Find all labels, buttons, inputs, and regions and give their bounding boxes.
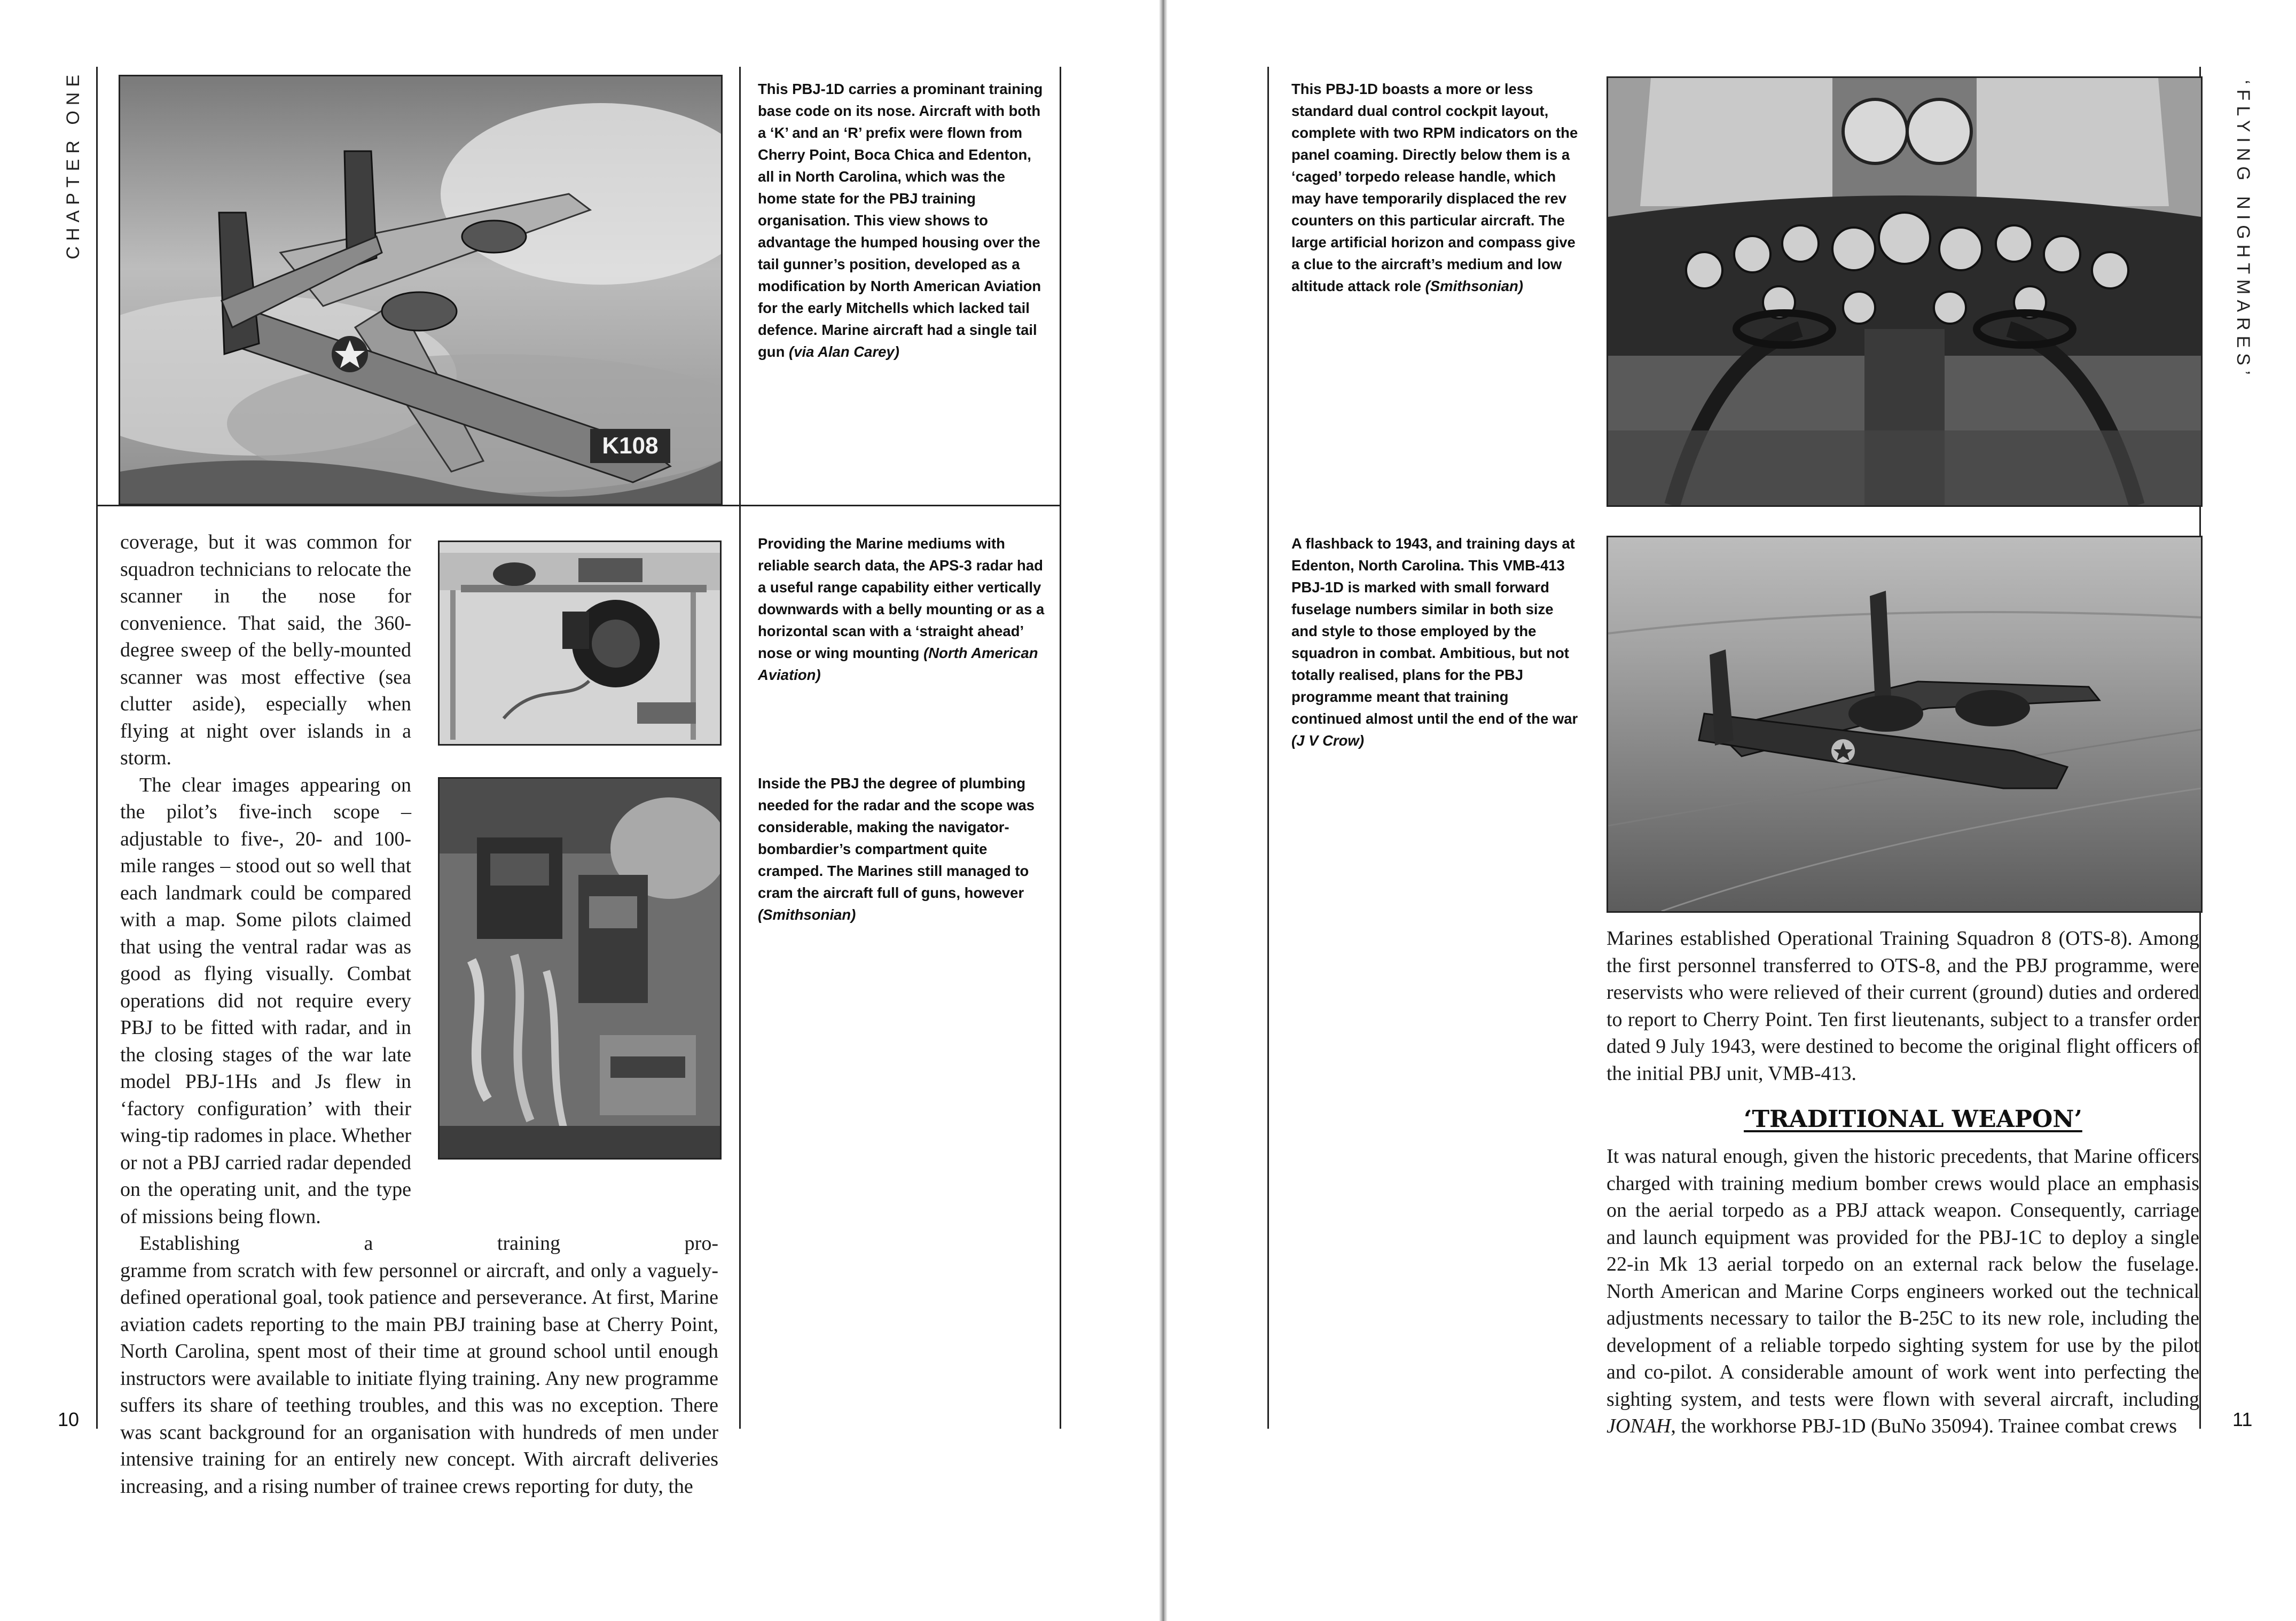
caption-credit: (J V Crow) bbox=[1291, 732, 1364, 749]
caption-middle-left bbox=[758, 532, 1046, 686]
left-margin-rule bbox=[96, 67, 98, 1429]
running-head-left: CHAPTER ONE bbox=[63, 69, 83, 260]
body-paragraph-right-1: Marines established Operational Training Squadron 8 (OTS-8). Among the first personnel transferred to OTS-8, and the PBJ programme, were reservists who were relieved of their current (ground) duties and ordered to report to Cherry Point. Ten first lieutenants, subject to a transfer order dated 9 July 1943, were destined to become the original flight officers of the initial PBJ unit, VMB-413. bbox=[1607, 927, 2199, 1085]
photo-vmb413-pbj-in-flight bbox=[1607, 536, 2203, 913]
column-rule bbox=[1267, 67, 1269, 1429]
aircraft-name: JONAH bbox=[1607, 1415, 1671, 1437]
aircraft-code-text: K108 bbox=[602, 433, 659, 459]
caption-credit: (via Alan Carey) bbox=[789, 343, 899, 360]
body-text: It was natural enough, given the historic precedents, that Marine officers charged with training medium bomber crews would place an emphasis on the aerial torpedo as a PBJ attack weapon. Consequently, carriage and launch equipment was provided for the PBJ-1C to deploy a single 22-in Mk 13 aerial torpedo on an external rack below the fuselage. North American and Marine Corps engineers worked out the technical adjustments necessary to tailor the B-25C to its new role, including the development of a reliable torpedo sighting system for use by the pilot and co-pilot. A considerable amount of work went into perfecting the sighting system, and tests were flown with several aircraft, including bbox=[1607, 1145, 2199, 1411]
body-text: , the workhorse PBJ-1D (BuNo 35094). Trainee combat crews bbox=[1671, 1415, 2177, 1437]
column-rule bbox=[1060, 67, 1061, 1429]
body-paragraph-right-2 bbox=[1607, 1143, 2199, 1440]
caption-bottom-right bbox=[1291, 532, 1580, 751]
caption-credit: (Smithsonian) bbox=[1425, 278, 1523, 294]
text-wrap-spacer bbox=[411, 529, 718, 758]
caption-text: Providing the Marine mediums with reliable search data, the APS-3 radar had a useful range capability either vertically downwards with a belly mounting or as a horizontal scan with a ‘straight ahead’ nose or wing mounting bbox=[758, 535, 1045, 661]
caption-top-right bbox=[1291, 78, 1580, 297]
photo-bottom-rule bbox=[96, 505, 1060, 506]
running-head-right: ‘FLYING NIGHTMARES’ bbox=[2233, 80, 2253, 380]
caption-top-left bbox=[758, 78, 1046, 363]
body-text-left bbox=[120, 529, 718, 1500]
photo-pbj-in-flight-clouds bbox=[119, 75, 723, 505]
caption-text: This PBJ-1D boasts a more or less standard dual control cockpit layout, complete with two RPM indicators on the panel coaming. Directly below them is a ‘caged’ torpedo release handle, which may have temporarily displaced the rev counters on this particular aircraft. The large artificial horizon and compass give a clue to the aircraft’s medium and low altitude attack role bbox=[1291, 81, 1578, 294]
book-gutter bbox=[1159, 0, 1167, 1621]
body-paragraph: coverage, but it was common for squadron technicians to relocate the scanner in the nose for convenience. That said, the 360-degree sweep of the belly-mounted scanner was most effective (sea clutter aside), especially when flying at night over islands in a storm. bbox=[120, 531, 411, 769]
page-number-right: 11 bbox=[2232, 1408, 2253, 1430]
caption-text: A flashback to 1943, and training days at Edenton, North Carolina. This VMB-413 PBJ-1D is marked with small forward fuselage numbers similar in both size and style to those employed by the squadron in combat. Ambitious, but not totally realised, plans for the PBJ programme meant that training continued almost until the end of the war bbox=[1291, 535, 1578, 727]
column-rule bbox=[739, 67, 741, 1429]
caption-text: Inside the PBJ the degree of plumbing needed for the radar and the scope was considerable, making the navigator-bombardier’s compartment quite cramped. The Marines still managed to cram the aircraft full of guns, however bbox=[758, 775, 1035, 901]
page-number-left: 10 bbox=[58, 1408, 80, 1430]
section-heading: ‘TRADITIONAL WEAPON’ bbox=[1744, 1106, 2082, 1133]
body-paragraph: The clear images appearing on the pilot’s five-inch scope – adjustable to five-, 20- and 100-mile ranges – stood out so well that each landmark could be compared with a map. Some pilots claimed that using the ventral radar was as good as flying visually. Combat operations did not require every PBJ to be fitted with radar, and in the closing stages of the war late model PBJ-1Hs and Js flew in ‘factory configuration’ with their wing-tip radomes in place. Whether or not a PBJ carried radar depended on the operating unit, and the type of missions being flown. bbox=[120, 773, 411, 1228]
text-wrap-spacer bbox=[411, 758, 718, 1185]
caption-credit: (Smithsonian) bbox=[758, 906, 856, 923]
caption-text: This PBJ-1D carries a prominant training base code on its nose. Aircraft with both a ‘K’ and an ‘R’ prefix were flown from Cherry Point, Boca Chica and Edenton, all in North Carolina, which was the home state for the PBJ training organisation. This view shows to advantage the humped housing over the tail gunner’s position, developed as a modification by North American Aviation for the early Mitchells which lacked tail defence. Marine aircraft had a single tail gun bbox=[758, 81, 1043, 360]
body-paragraph: Establishing a training pro- bbox=[139, 1232, 718, 1255]
photo-pbj-cockpit bbox=[1607, 76, 2203, 507]
caption-credit: (North American Aviation) bbox=[758, 645, 1038, 683]
caption-bottom-left bbox=[758, 772, 1046, 926]
body-paragraph: gramme from scratch with few personnel or aircraft, and only a vaguely-defined operational goal, took patience and perseverance. At first, Marine aviation cadets reporting to the main PBJ training base at Cherry Point, North Carolina, spent most of their time at ground school until enough instructors were available to initiate flying training. Any new programme suffers its share of teething troubles, and this was no exception. There was scant background for an organisation with hundreds of men under intensive training for an entirely new concept. With aircraft deliveries increasing, and a rising number of trainee crews reporting for duty, the bbox=[120, 1259, 718, 1498]
